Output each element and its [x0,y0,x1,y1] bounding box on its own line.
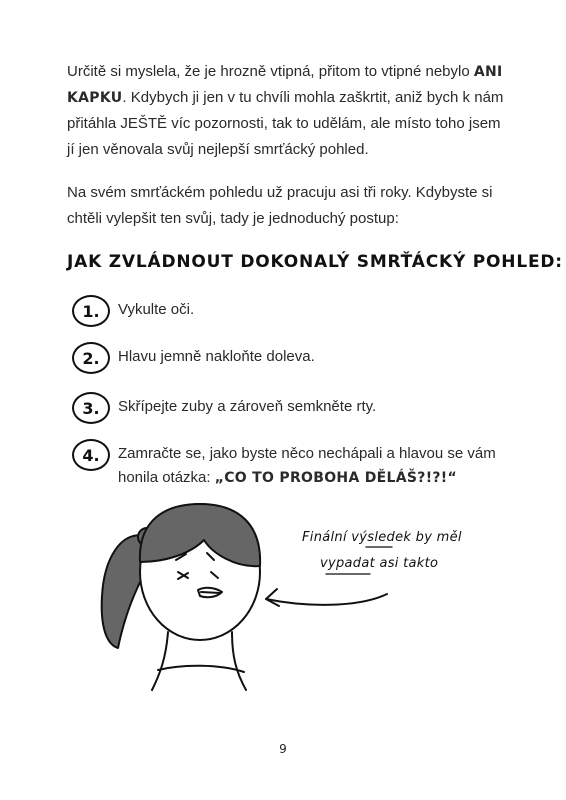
illustration-note-line-2: vypadat asi takto [320,556,439,571]
illustration-note-line-1: Finální výsledek by měl [302,530,462,545]
paragraph-1-text-after: . Kdybych ji jen v tu chvíli mohla zaškrtit, aniž bych k nám přitáhla JEŠTĚ víc pozornosti, tak to udělám, ale místo toho jsem jí jen věnovala svůj nejlepší smrťácký pohled. [67,89,504,158]
step-4-text-before: Zamračte se, jako byste něco nechápali a hlavou se vám honila otázka: [118,445,496,486]
step-number-badge: 3. [72,392,110,424]
step-4-emphasis: „CO TO PROBOHA DĚLÁŠ?!?!“ [214,470,457,486]
page-number: 9 [279,742,287,756]
paragraph-1-emphasis: ANI KAPKU [67,64,503,106]
step-text: Vykulte oči. [118,301,195,318]
step-number-badge: 4. [72,439,110,471]
paragraph-2: Na svém smrťáckém pohledu už pracuju asi tři roky. Kdybyste si chtěli vylepšit ten svůj, tady je jednoduchý postup: [67,184,493,227]
step-number-badge: 1. [72,295,110,327]
step-text: Skřípejte zuby a zároveň semkněte rty. [118,398,377,415]
paragraph-1-text-before: Určitě si myslela, že je hrozně vtipná, přitom to vtipné nebylo [67,63,474,80]
step-number-badge: 2. [72,342,110,374]
step-text: Hlavu jemně nakloňte doleva. [118,348,315,365]
section-heading: JAK ZVLÁDNOUT DOKONALÝ SMRŤÁCKÝ POHLED: [67,252,563,272]
